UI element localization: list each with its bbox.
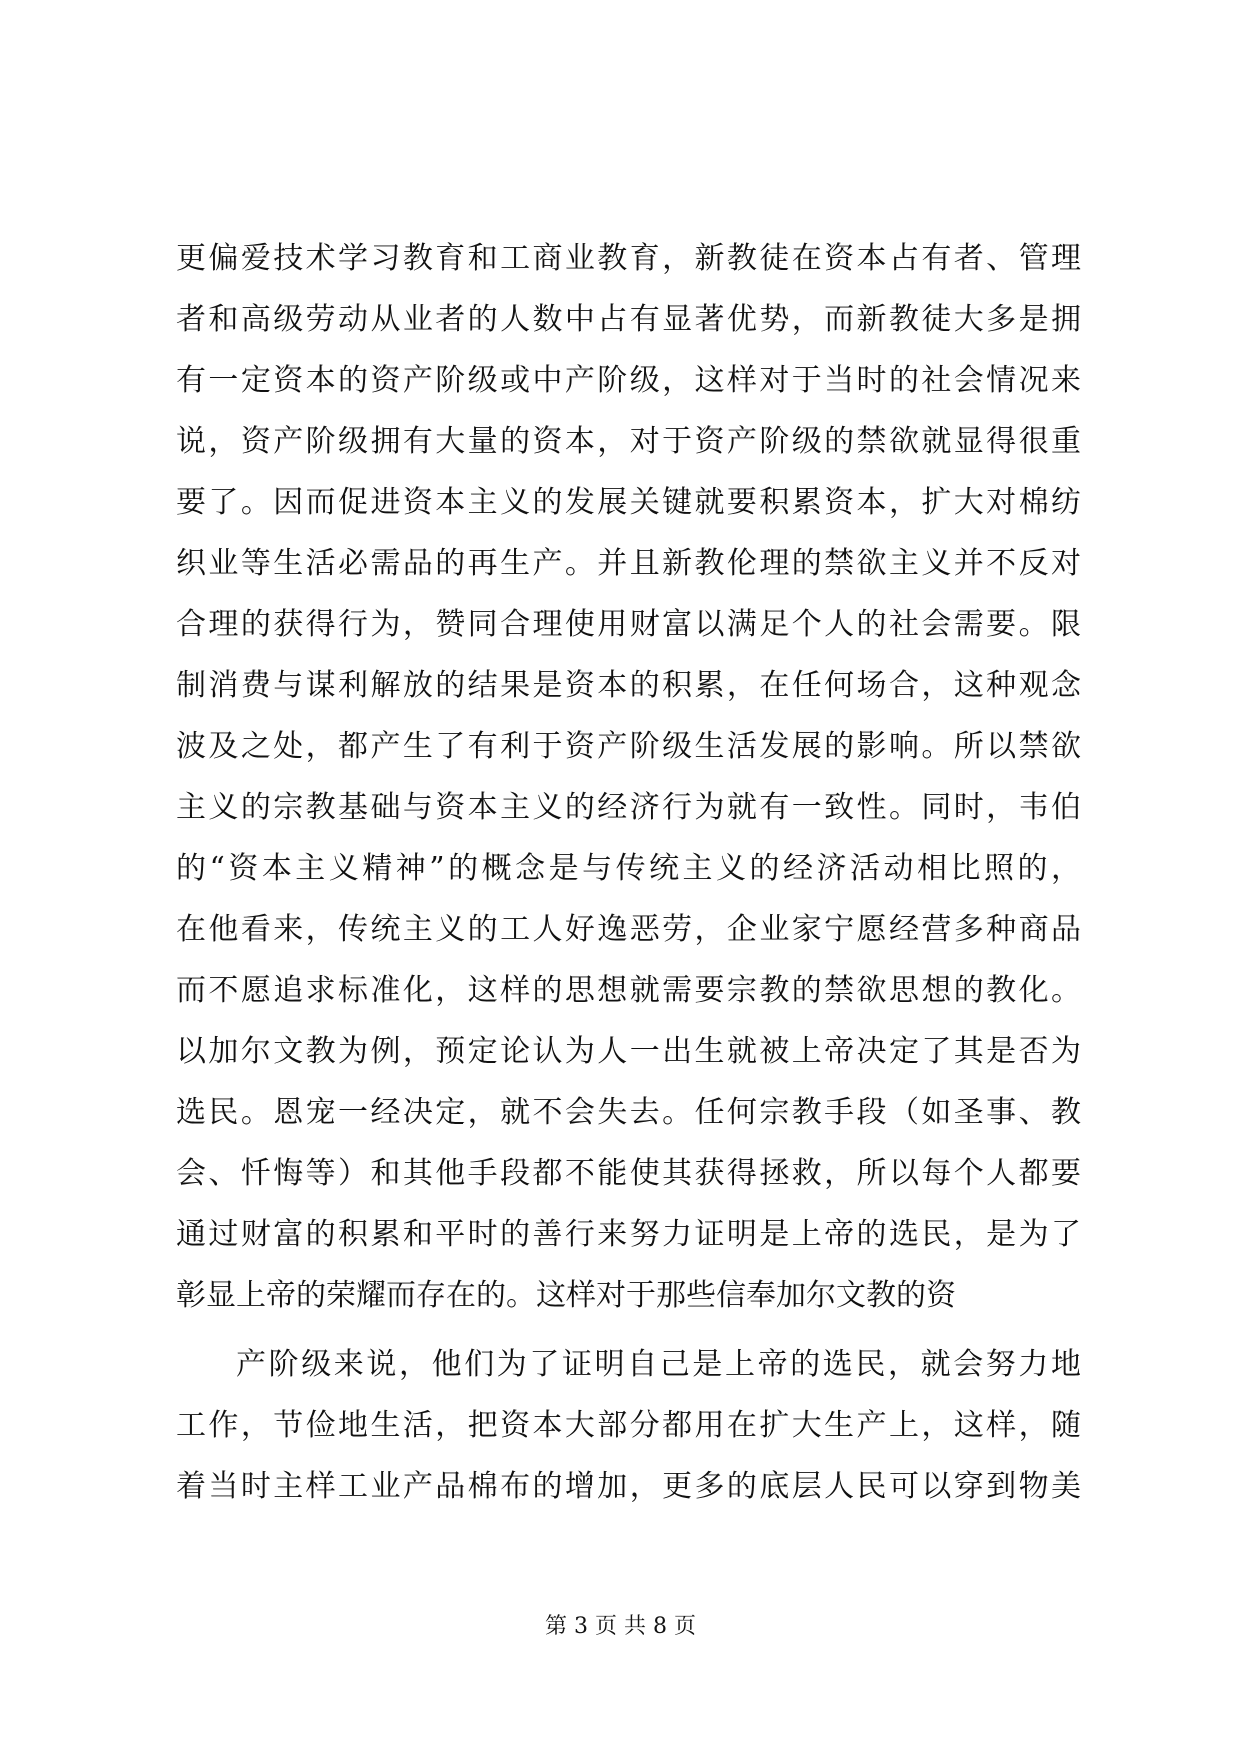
page-number: 第 3 页 共 8 页 [545, 1614, 696, 1639]
text-line: 以加尔文教为例，预定论认为人一出生就被上帝决定了其是否为 [176, 1034, 1081, 1069]
text-line: 选民。恩宠一经决定，就不会失去。任何宗教手段（如圣事、教 [176, 1095, 1081, 1130]
text-line: 要了。因而促进资本主义的发展关键就要积累资本，扩大对棉纺 [176, 485, 1081, 520]
text-line: 说，资产阶级拥有大量的资本，对于资产阶级的禁欲就显得很重 [176, 424, 1081, 459]
text-line: 织业等生活必需品的再生产。并且新教伦理的禁欲主义并不反对 [176, 546, 1081, 581]
text-line: 彰显上帝的荣耀而存在的。这样对于那些信奉加尔文教的资 [176, 1278, 956, 1313]
text-line: 制消费与谋利解放的结果是资本的积累，在任何场合，这种观念 [176, 668, 1081, 703]
text-line: 而不愿追求标准化，这样的思想就需要宗教的禁欲思想的教化。 [176, 973, 1081, 1008]
text-line: 有一定资本的资产阶级或中产阶级，这样对于当时的社会情况来 [176, 363, 1081, 398]
document-body [176, 228, 1081, 1517]
page-footer [0, 1612, 1241, 1642]
text-line: 的“资本主义精神”的概念是与传统主义的经济活动相比照的， [176, 851, 1081, 886]
paragraph-1 [176, 228, 1081, 1326]
paragraph-2 [176, 1334, 1081, 1517]
text-line: 者和高级劳动从业者的人数中占有显著优势，而新教徒大多是拥 [176, 302, 1081, 337]
text-line: 会、忏悔等）和其他手段都不能使其获得拯救，所以每个人都要 [176, 1156, 1081, 1191]
text-line: 主义的宗教基础与资本主义的经济行为就有一致性。同时，韦伯 [176, 790, 1081, 825]
text-line: 在他看来，传统主义的工人好逸恶劳，企业家宁愿经营多种商品 [176, 912, 1081, 947]
text-line: 合理的获得行为，赞同合理使用财富以满足个人的社会需要。限 [176, 607, 1081, 642]
text-line: 通过财富的积累和平时的善行来努力证明是上帝的选民，是为了 [176, 1217, 1081, 1252]
text-line: 产阶级来说，他们为了证明自己是上帝的选民，就会努力地 [236, 1347, 1081, 1382]
text-line: 更偏爱技术学习教育和工商业教育，新教徒在资本占有者、管理 [176, 241, 1081, 276]
text-line: 着当时主样工业产品棉布的增加，更多的底层人民可以穿到物美 [176, 1469, 1081, 1504]
text-line: 波及之处，都产生了有利于资产阶级生活发展的影响。所以禁欲 [176, 729, 1081, 764]
text-line: 工作，节俭地生活，把资本大部分都用在扩大生产上，这样，随 [176, 1408, 1081, 1443]
